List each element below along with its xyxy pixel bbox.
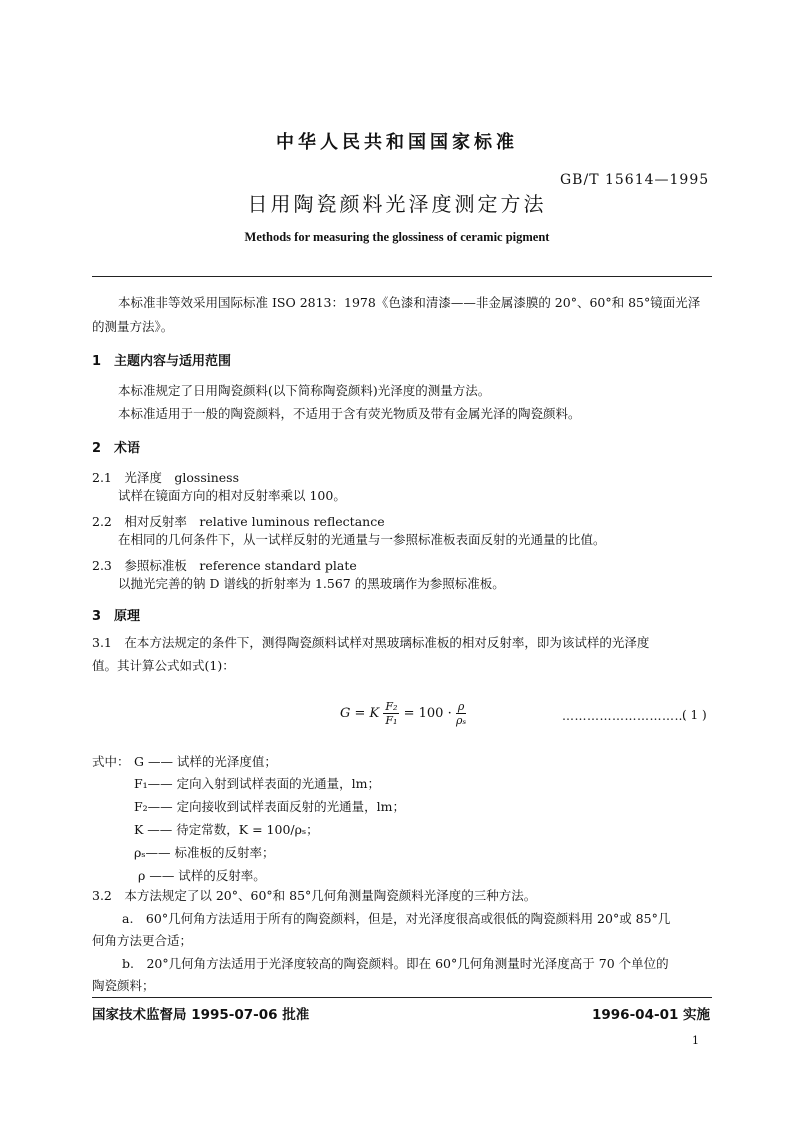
term-3-body: 以抛光完善的钠 D 谱线的折射率为 1.567 的黑玻璃作为参照标准板。 bbox=[118, 576, 505, 591]
formula-fraction-f bbox=[383, 700, 399, 727]
footer-divider bbox=[92, 997, 712, 998]
term-2-body: 在相同的几何条件下，从一试样反射的光通量与一参照标准板表面反射的光通量的比值。 bbox=[118, 532, 606, 547]
formula-numerator-rho: ρ bbox=[457, 700, 465, 713]
english-title: Methods for measuring the glossiness of ceramic pigment bbox=[244, 230, 550, 244]
top-divider bbox=[92, 276, 712, 277]
intro-line-2: 的测量方法》。 bbox=[92, 319, 174, 334]
approval-date: 国家技术监督局 1995-07-06 批准 bbox=[92, 1007, 310, 1023]
standard-code: GB/T 15614—1995 bbox=[560, 172, 710, 188]
formula-denominator-rho-s: ρₛ bbox=[455, 714, 467, 727]
term-2-heading: 2.2 相对反射率 relative luminous reflectance bbox=[92, 514, 385, 529]
clause-3-1-line-1: 3.1 在本方法规定的条件下，测得陶瓷颜料试样对黑玻璃标准板的相对反射率，即为该试样的光泽度 bbox=[92, 635, 650, 650]
variable-f2: F₂—— 定向接收到试样表面反射的光通量，lm； bbox=[134, 799, 406, 814]
gloss-formula bbox=[340, 700, 466, 727]
item-b-line-1: b. 20°几何角方法适用于光泽度较高的陶瓷颜料。即在 60°几何角测量时光泽度高于 70 个单位的 bbox=[122, 956, 669, 971]
intro-line-1: 本标准非等效采用国际标准 ISO 2813：1978《色漆和清漆——非金属漆膜的 20°、60°和 85°镜面光泽 bbox=[118, 295, 701, 310]
section-2-heading: 2 术语 bbox=[92, 441, 141, 456]
where-label: 式中： bbox=[92, 754, 130, 769]
term-1-heading: 2.1 光泽度 glossiness bbox=[92, 470, 240, 485]
clause-3-2: 3.2 本方法规定了以 20°、60°和 85°几何角测量陶瓷颜料光泽度的三种方法。 bbox=[92, 888, 537, 903]
formula-number: ( 1 ) bbox=[682, 708, 707, 722]
term-1-body: 试样在镜面方向的相对反射率乘以 100。 bbox=[118, 488, 346, 503]
clause-3-1-line-2: 值。其计算公式如式(1)： bbox=[92, 658, 235, 673]
document-title: 日用陶瓷颜料光泽度测定方法 bbox=[247, 192, 547, 216]
implementation-date: 1996-04-01 实施 bbox=[592, 1007, 711, 1023]
variable-rho: ρ —— 试样的反射率。 bbox=[138, 868, 266, 883]
formula-leader-dots: ………………………… bbox=[562, 709, 687, 723]
formula-fraction-rho bbox=[456, 700, 466, 727]
variable-g: G —— 试样的光泽度值； bbox=[134, 754, 277, 769]
variable-k: K —— 待定常数，K = 100/ρₛ； bbox=[134, 822, 319, 837]
formula-numerator-f2: F₂ bbox=[385, 700, 398, 713]
item-a-line-2: 何角方法更合适； bbox=[92, 933, 193, 948]
formula-denominator-f1: F₁ bbox=[385, 714, 398, 727]
section-1-heading: 1 主题内容与适用范围 bbox=[92, 354, 232, 369]
formula-middle: = 100 · bbox=[403, 706, 452, 721]
formula-lhs: G = K bbox=[340, 706, 380, 721]
item-a-line-1: a. 60°几何角方法适用于所有的陶瓷颜料，但是，对光泽度很高或很低的陶瓷颜料用 20°或 85°几 bbox=[122, 911, 671, 926]
item-b-line-2: 陶瓷颜料； bbox=[92, 978, 155, 993]
variable-rho-s: ρₛ—— 标准板的反射率； bbox=[134, 845, 275, 860]
term-3-heading: 2.3 参照标准板 reference standard plate bbox=[92, 558, 357, 573]
page-number: 1 bbox=[692, 1034, 699, 1047]
section-1-para-2: 本标准适用于一般的陶瓷颜料，不适用于含有荧光物质及带有金属光泽的陶瓷颜料。 bbox=[118, 406, 581, 421]
section-3-heading: 3 原理 bbox=[92, 609, 141, 624]
standard-type-heading: 中华人民共和国国家标准 bbox=[276, 132, 518, 153]
section-1-para-1: 本标准规定了日用陶瓷颜料(以下简称陶瓷颜料)光泽度的测量方法。 bbox=[118, 383, 491, 398]
variable-f1: F₁—— 定向入射到试样表面的光通量，lm； bbox=[134, 776, 381, 791]
